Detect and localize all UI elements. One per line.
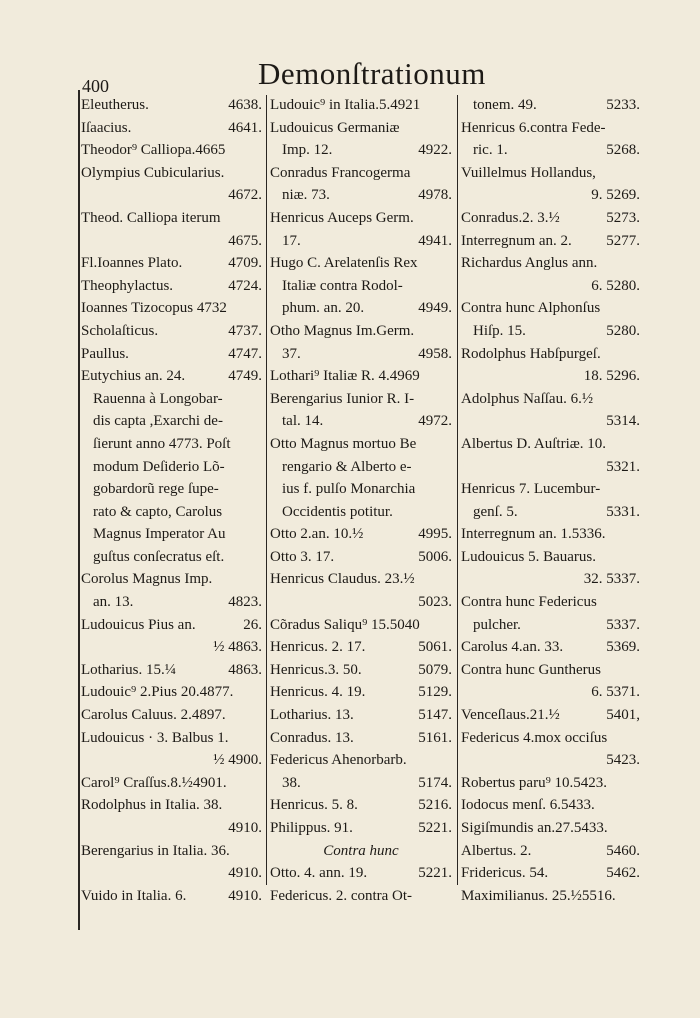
index-line [270, 862, 452, 885]
index-line [270, 388, 452, 411]
line-number: 5273. [606, 209, 640, 226]
line-text: Theophylactus. [81, 277, 174, 294]
line-number: 4863. [228, 661, 262, 678]
index-line [270, 727, 452, 750]
index-line [270, 636, 452, 659]
line-text: Henricus. 4. 19. [270, 684, 366, 701]
index-line [461, 456, 640, 479]
line-number: 5337. [606, 616, 640, 633]
index-line [81, 456, 262, 479]
index-line [270, 478, 452, 501]
index-line [81, 275, 262, 298]
line-text: Magnus Imperator Au [93, 526, 226, 543]
index-line [461, 94, 640, 117]
index-line [81, 772, 262, 795]
line-number: 4638. [228, 97, 262, 113]
line-number: 4949. [418, 300, 452, 317]
index-line [81, 704, 262, 727]
line-number: 4672. [228, 187, 262, 204]
index-line [81, 681, 262, 704]
index-line [270, 117, 452, 140]
line-text: tonem. 49. [473, 97, 537, 113]
line-text: Henricus Auceps Germ. [270, 209, 414, 226]
line-number: 5423. [606, 752, 640, 769]
line-text: Henricus.3. 50. [270, 661, 362, 678]
index-line [461, 840, 640, 863]
index-line [461, 230, 640, 253]
index-line [270, 139, 452, 162]
index-line [81, 207, 262, 230]
index-line [81, 659, 262, 682]
line-text: niæ. 73. [282, 187, 330, 204]
line-number: 5161. [418, 729, 452, 746]
line-text: Venceſlaus.21.½ [461, 707, 560, 724]
line-text: Henricus Claudus. 23.½ [270, 571, 415, 588]
index-line [81, 184, 262, 207]
index-line [270, 749, 452, 772]
line-text: Otto. 4. ann. 19. [270, 865, 368, 882]
line-text: Otto 3. 17. [270, 548, 335, 565]
line-text: Carol⁹ Craſſus.8.½4901. [81, 774, 227, 791]
line-number: 5023. [418, 594, 452, 611]
line-text: Contra hunc Federicus [461, 594, 597, 611]
index-line [461, 568, 640, 591]
index-line [270, 343, 452, 366]
line-number: 4823. [228, 594, 262, 611]
line-text: Berengarius in Italia. 36. [81, 842, 230, 859]
index-line [81, 591, 262, 614]
line-number: 5314. [606, 413, 640, 430]
line-text: Conradus. 13. [270, 729, 354, 746]
index-line [81, 252, 262, 275]
line-text: Rodolphus in Italia. 38. [81, 797, 223, 814]
line-text: Henricus. 2. 17. [270, 639, 366, 656]
line-text: 38. [282, 774, 301, 791]
index-line [270, 94, 452, 117]
index-line [461, 772, 640, 795]
line-text: genſ. 5. [473, 503, 518, 520]
index-line [81, 162, 262, 185]
line-text: Theod. Calliopa iterum [81, 209, 221, 226]
index-line [461, 501, 640, 524]
column-rule-middle [266, 95, 267, 885]
index-line [81, 568, 262, 591]
index-line [270, 501, 452, 524]
line-text: Ludouic⁹ in Italia.5.4921 [270, 97, 421, 113]
line-number: 4972. [418, 413, 452, 430]
line-text: Albertus D. Auſtriæ. 10. [461, 435, 606, 452]
line-number: 4747. [228, 345, 262, 362]
line-text: Rauenna à Longobar- [93, 390, 223, 407]
index-line [270, 681, 452, 704]
index-line [461, 659, 640, 682]
column-rule-right [457, 95, 458, 885]
line-number: ½ 4863. [213, 639, 262, 656]
line-text: Otto 2.an. 10.½ [270, 526, 364, 543]
line-text: Otho Magnus Im.Germ. [270, 322, 415, 339]
line-text: dis capta ,Exarchi de- [93, 413, 223, 430]
index-line [461, 727, 640, 750]
column-rule-left [78, 90, 80, 930]
line-number: 5401, [606, 707, 640, 724]
index-line [270, 591, 452, 614]
index-line [461, 885, 640, 908]
index-line [270, 410, 452, 433]
line-text: Fl.Ioannes Plato. [81, 255, 183, 272]
line-number: 5268. [606, 142, 640, 159]
index-line [270, 207, 452, 230]
line-number: 4724. [228, 277, 262, 294]
line-text: Lothari⁹ Italiæ R. 4.4969 [270, 368, 420, 385]
column-middle [270, 94, 452, 907]
line-number: 26. [243, 616, 262, 633]
index-line [461, 614, 640, 637]
index-line [270, 568, 452, 591]
line-text: Theodor⁹ Calliopa.4665 [81, 142, 226, 159]
index-line [461, 297, 640, 320]
line-number: 5221. [418, 820, 452, 836]
index-line [461, 184, 640, 207]
line-text: Federicus 4.mox occiſus [461, 729, 608, 746]
line-number: 4641. [228, 119, 262, 136]
index-line [270, 772, 452, 795]
index-line [81, 862, 262, 885]
line-text: Ludouicus · 3. Balbus 1. [81, 729, 229, 746]
index-line [461, 139, 640, 162]
index-line [270, 456, 452, 479]
line-text: Interregnum an. 2. [461, 232, 572, 249]
index-line [461, 681, 640, 704]
index-line [81, 636, 262, 659]
index-line [270, 546, 452, 569]
index-line [461, 636, 640, 659]
index-line [270, 297, 452, 320]
index-line [81, 94, 262, 117]
line-number: 5321. [606, 458, 640, 475]
index-line [81, 546, 262, 569]
index-line [270, 885, 452, 908]
line-text: Hiſp. 15. [473, 322, 526, 339]
line-text: Philippus. 91. [270, 820, 353, 836]
line-text: Ludouic⁹ 2.Pius 20.4877. [81, 684, 234, 701]
line-text: ius f. pulſo Monarchia [282, 481, 416, 498]
line-text: Iodocus menſ. 6.5433. [461, 797, 595, 814]
index-line [461, 749, 640, 772]
index-line [270, 614, 452, 637]
index-line [81, 614, 262, 637]
index-line [461, 207, 640, 230]
line-number: 4958. [418, 345, 452, 362]
line-text: 37. [282, 345, 301, 362]
index-line [81, 139, 262, 162]
line-text: an. 13. [93, 594, 134, 611]
line-text: Albertus. 2. [461, 842, 532, 859]
line-text: Berengarius Iunior R. I- [270, 390, 415, 407]
line-text: Federicus Ahenorbarb. [270, 752, 407, 769]
line-text: Hugo C. Arelatenſis Rex [270, 255, 418, 272]
line-text: Sigiſmundis an.27.5433. [461, 820, 608, 836]
index-line [461, 365, 640, 388]
line-text: Richardus Anglus ann. [461, 255, 598, 272]
line-text: Contra hunc Guntherus [461, 661, 601, 678]
line-text: Robertus paru⁹ 10.5423. [461, 774, 608, 791]
index-line [81, 410, 262, 433]
line-text: Conradus.2. 3.½ [461, 209, 560, 226]
line-text: Vuido in Italia. 6. [81, 887, 187, 904]
line-number: 4675. [228, 232, 262, 249]
line-text: Lotharius. 15.¼ [81, 661, 176, 678]
index-line [81, 117, 262, 140]
line-text: Henricus 7. Lucembur- [461, 481, 601, 498]
line-text: Otto Magnus mortuo Be [270, 435, 417, 452]
line-text: Carolus Caluus. 2.4897. [81, 707, 226, 724]
line-text: Ludouicus Pius an. [81, 616, 196, 633]
index-line [270, 275, 452, 298]
index-line [461, 704, 640, 727]
index-line [270, 659, 452, 682]
line-number: 5277. [606, 232, 640, 249]
line-text: Eleutherus. [81, 97, 149, 113]
line-text: Italiæ contra Rodol- [282, 277, 403, 294]
line-number: 5369. [606, 639, 640, 656]
index-line [461, 252, 640, 275]
line-number: 5280. [606, 322, 640, 339]
index-line [81, 388, 262, 411]
index-line [81, 320, 262, 343]
index-line [81, 794, 262, 817]
line-text: Corolus Magnus Imp. [81, 571, 213, 588]
index-line [81, 727, 262, 750]
index-line [81, 433, 262, 456]
line-text: Occidentis potitur. [282, 503, 393, 520]
index-line [270, 162, 452, 185]
index-line [461, 862, 640, 885]
index-line [461, 320, 640, 343]
line-text: Imp. 12. [282, 142, 333, 159]
line-text: Henricus. 5. 8. [270, 797, 358, 814]
line-number: 4910. [228, 887, 262, 904]
index-line [461, 162, 640, 185]
line-number: 5006. [418, 548, 452, 565]
index-line [81, 817, 262, 840]
line-number: 4910. [228, 820, 262, 836]
line-number: 5174. [418, 774, 452, 791]
index-line [270, 817, 452, 840]
line-number: 18. 5296. [583, 368, 640, 385]
index-line [81, 365, 262, 388]
line-text: guſtus conſecratus eſt. [93, 548, 225, 565]
line-text: rengario & Alberto e- [282, 458, 412, 475]
index-line [461, 591, 640, 614]
index-line [461, 117, 640, 140]
index-line [81, 840, 262, 863]
index-line [461, 546, 640, 569]
line-number: 5147. [418, 707, 452, 724]
line-text: Henricus 6.contra Fede- [461, 119, 606, 136]
line-text: ric. 1. [473, 142, 508, 159]
line-text: Carolus 4.an. 33. [461, 639, 564, 656]
line-number: 6. 5371. [591, 684, 640, 701]
index-line [81, 343, 262, 366]
line-text: Adolphus Naſſau. 6.½ [461, 390, 594, 407]
line-number: ½ 4900. [213, 752, 262, 769]
line-number: 4737. [228, 322, 262, 339]
line-number: 5331. [606, 503, 640, 520]
line-number: 5221. [418, 865, 452, 882]
index-line [461, 410, 640, 433]
line-text: Iſaacius. [81, 119, 132, 136]
running-title: Demonſtrationum [258, 56, 486, 91]
line-text: phum. an. 20. [282, 300, 365, 317]
line-text: Scholaſticus. [81, 322, 159, 339]
line-text: Ioannes Tizocopus 4732 [81, 300, 227, 317]
line-text: Eutychius an. 24. [81, 368, 186, 385]
index-line [81, 523, 262, 546]
line-number: 5079. [418, 661, 452, 678]
index-line [270, 840, 452, 863]
line-text: 17. [282, 232, 301, 249]
index-line [81, 501, 262, 524]
index-line [81, 885, 262, 908]
line-text: rato & capto, Carolus [93, 503, 223, 520]
line-text: modum Deſiderio Lõ- [93, 458, 225, 475]
line-number: 4910. [228, 865, 262, 882]
line-number: 5233. [606, 97, 640, 113]
index-line [270, 794, 452, 817]
line-number: 5460. [606, 842, 640, 859]
line-text: Conradus Francogerma [270, 164, 411, 181]
line-text: Olympius Cubicularius. [81, 164, 225, 181]
line-number: 32. 5337. [583, 571, 640, 588]
index-line [461, 433, 640, 456]
index-line [81, 478, 262, 501]
index-line [461, 817, 640, 840]
index-line [461, 794, 640, 817]
line-text: pulcher. [473, 616, 521, 633]
line-number: 5061. [418, 639, 452, 656]
line-number: 4709. [228, 255, 262, 272]
column-right [461, 94, 640, 907]
index-line [461, 343, 640, 366]
index-line [461, 478, 640, 501]
index-line [81, 230, 262, 253]
page-number: 400 [82, 76, 109, 96]
index-line [81, 297, 262, 320]
line-text: Federicus. 2. contra Ot- [270, 887, 413, 904]
line-text: gobardorũ rege ſupe- [93, 481, 219, 498]
index-line [270, 523, 452, 546]
index-line [81, 749, 262, 772]
line-text: Ludouicus Germaniæ [270, 119, 400, 136]
line-text: Ludouicus 5. Bauarus. [461, 548, 596, 565]
line-number: 4941. [418, 232, 452, 249]
line-text: Maximilianus. 25.½5516. [461, 887, 616, 904]
index-line [270, 230, 452, 253]
index-line [270, 704, 452, 727]
index-line [461, 388, 640, 411]
index-line [270, 252, 452, 275]
index-line [270, 433, 452, 456]
line-number: 4995. [418, 526, 452, 543]
line-text: Contra hunc [323, 842, 399, 859]
line-number: 9. 5269. [591, 187, 640, 204]
line-number: 4749. [228, 368, 262, 385]
line-text: Cõradus Saliqu⁹ 15.5040 [270, 616, 420, 633]
line-text: Vuillelmus Hollandus, [461, 164, 596, 181]
index-line [461, 275, 640, 298]
line-number: 6. 5280. [591, 277, 640, 294]
line-text: ſierunt anno 4773. Poſt [93, 435, 231, 452]
line-number: 4922. [418, 142, 452, 159]
line-text: Fridericus. 54. [461, 865, 549, 882]
line-number: 5462. [606, 865, 640, 882]
line-number: 4978. [418, 187, 452, 204]
line-text: Rodolphus Habſpurgeſ. [461, 345, 601, 362]
column-left [81, 94, 262, 907]
line-text: Contra hunc Alphonſus [461, 300, 601, 317]
line-text: tal. 14. [282, 413, 324, 430]
index-line [270, 184, 452, 207]
index-line [270, 320, 452, 343]
index-line [270, 365, 452, 388]
index-line [461, 523, 640, 546]
line-number: 5216. [418, 797, 452, 814]
line-number: 5129. [418, 684, 452, 701]
line-text: Lotharius. 13. [270, 707, 354, 724]
line-text: Interregnum an. 1.5336. [461, 526, 606, 543]
line-text: Paullus. [81, 345, 129, 362]
